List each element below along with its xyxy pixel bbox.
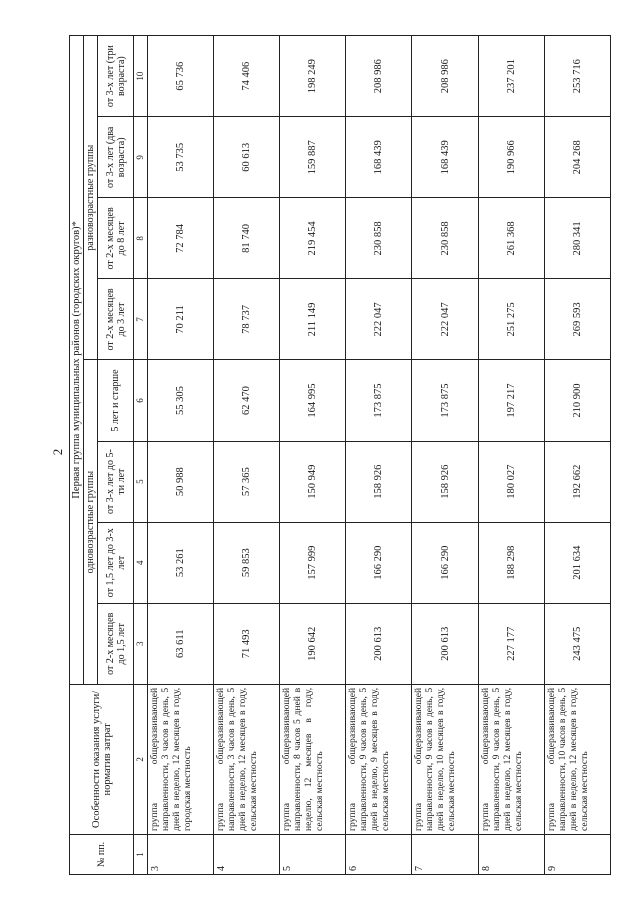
- column-index: 3: [134, 603, 148, 684]
- cost-value: 164 995: [280, 360, 346, 441]
- cost-value: 53 735: [147, 117, 213, 198]
- table-row: [147, 36, 213, 875]
- cost-value: 50 988: [147, 441, 213, 522]
- header-age-col: от 2-х месяцев до 3 лет: [98, 279, 134, 360]
- row-number: 4: [213, 834, 279, 874]
- cost-value: 204 268: [544, 117, 610, 198]
- cost-value: 158 926: [346, 441, 412, 522]
- cost-value: 197 217: [478, 360, 544, 441]
- cost-value: 208 986: [412, 36, 478, 117]
- header-age-col: от 2-х месяцев до 1,5 лет: [98, 603, 134, 684]
- cost-value: 237 201: [478, 36, 544, 117]
- table-row: [544, 36, 610, 875]
- cost-value: 158 926: [412, 441, 478, 522]
- column-index-row: [134, 36, 148, 875]
- column-index: 9: [134, 117, 148, 198]
- table-row: [346, 36, 412, 875]
- header-age-col: от 1,5 лет до 3-х лет: [98, 522, 134, 603]
- cost-value: 71 493: [213, 603, 279, 684]
- cost-norms-table: [69, 35, 611, 875]
- cost-value: 168 439: [346, 117, 412, 198]
- cost-norms-table-wrapper: [69, 35, 611, 875]
- cost-value: 60 613: [213, 117, 279, 198]
- cost-value: 180 027: [478, 441, 544, 522]
- cost-value: 166 290: [346, 522, 412, 603]
- cost-value: 208 986: [346, 36, 412, 117]
- column-index: 10: [134, 36, 148, 117]
- cost-value: 210 900: [544, 360, 610, 441]
- row-description: группа общеразвивающей направленности, 9 часов в день, 5 дней в неделю, 12 месяцев в году, сельская местность: [478, 684, 544, 834]
- cost-value: 253 716: [544, 36, 610, 117]
- cost-value: 251 275: [478, 279, 544, 360]
- header-mixed-age-groups: разновозрастные группы: [84, 36, 98, 361]
- cost-value: 190 966: [478, 117, 544, 198]
- cost-value: 198 249: [280, 36, 346, 117]
- row-number: 7: [412, 834, 478, 874]
- cost-value: 72 784: [147, 198, 213, 279]
- row-description: группа общеразвивающей направленности, 9 часов в день, 5 дней в неделю, 10 месяцев в году, сельская местность: [412, 684, 478, 834]
- column-index: 4: [134, 522, 148, 603]
- column-index: 6: [134, 360, 148, 441]
- row-number: 8: [478, 834, 544, 874]
- column-index: 7: [134, 279, 148, 360]
- cost-value: 57 365: [213, 441, 279, 522]
- table-row: [280, 36, 346, 875]
- header-single-age-groups: одновозрастные группы: [84, 360, 98, 684]
- table-row: [213, 36, 279, 875]
- column-index: 8: [134, 198, 148, 279]
- row-description: группа общеразвивающей направленности, 9 часов в день, 5 дней в неделю, 9 месяцев в году, сельская местность: [346, 684, 412, 834]
- cost-value: 168 439: [412, 117, 478, 198]
- row-description: группа общеразвивающей направленности, 3 часов в день, 5 дней в неделю, 12 месяцев в году, сельская местность: [213, 684, 279, 834]
- cost-value: 200 613: [346, 603, 412, 684]
- row-number: 6: [346, 834, 412, 874]
- header-service-features: Особенности оказания услуги/норматив затрат: [70, 684, 134, 834]
- cost-value: 65 736: [147, 36, 213, 117]
- cost-value: 222 047: [346, 279, 412, 360]
- page-number: 2: [50, 448, 65, 456]
- cost-value: 227 177: [478, 603, 544, 684]
- header-age-col: от 3-х лет (три возраста): [98, 36, 134, 117]
- cost-value: 230 858: [346, 198, 412, 279]
- cost-value: 211 149: [280, 279, 346, 360]
- column-index: 1: [134, 834, 148, 874]
- row-number: 3: [147, 834, 213, 874]
- row-description: группа общеразвивающей направленности, 10 часов в день, 5 дней в неделю, 12 месяцев в году, сельская местность: [544, 684, 610, 834]
- cost-value: 159 887: [280, 117, 346, 198]
- cost-value: 192 662: [544, 441, 610, 522]
- cost-value: 63 611: [147, 603, 213, 684]
- cost-value: 55 305: [147, 360, 213, 441]
- cost-value: 188 298: [478, 522, 544, 603]
- row-number: 9: [544, 834, 610, 874]
- cost-value: 200 613: [412, 603, 478, 684]
- header-first-group: Первая группа муниципальных районов (городских округов)*: [70, 36, 84, 685]
- row-number: 5: [280, 834, 346, 874]
- cost-value: 150 949: [280, 441, 346, 522]
- cost-value: 269 593: [544, 279, 610, 360]
- cost-value: 70 211: [147, 279, 213, 360]
- cost-value: 190 642: [280, 603, 346, 684]
- cost-value: 243 475: [544, 603, 610, 684]
- header-age-col: от 3-х лет (два возраста): [98, 117, 134, 198]
- column-index: 2: [134, 684, 148, 834]
- cost-value: 59 853: [213, 522, 279, 603]
- cost-value: 157 999: [280, 522, 346, 603]
- table-row: [412, 36, 478, 875]
- cost-value: 78 737: [213, 279, 279, 360]
- row-description: группа общеразвивающей направленности, 3 часов в день, 5 дней в неделю, 12 месяцев в году, городская местность: [147, 684, 213, 834]
- cost-value: 230 858: [412, 198, 478, 279]
- header-age-col: от 3-х лет до 5-ти лет: [98, 441, 134, 522]
- column-index: 5: [134, 441, 148, 522]
- table-row: [478, 36, 544, 875]
- header-row-number: № пп.: [70, 834, 134, 874]
- header-age-col: от 2-х месяцев до 8 лет: [98, 198, 134, 279]
- cost-value: 166 290: [412, 522, 478, 603]
- cost-value: 62 470: [213, 360, 279, 441]
- cost-value: 222 047: [412, 279, 478, 360]
- cost-value: 201 634: [544, 522, 610, 603]
- cost-value: 261 368: [478, 198, 544, 279]
- cost-value: 173 875: [346, 360, 412, 441]
- header-age-col: 5 лет и старше: [98, 360, 134, 441]
- row-description: группа общеразвивающей направленности, 8 часов 5 дней в неделю, 12 месяцев в году, сельская местность: [280, 684, 346, 834]
- cost-value: 173 875: [412, 360, 478, 441]
- cost-value: 219 454: [280, 198, 346, 279]
- cost-value: 74 406: [213, 36, 279, 117]
- cost-value: 280 341: [544, 198, 610, 279]
- cost-value: 53 261: [147, 522, 213, 603]
- cost-value: 81 740: [213, 198, 279, 279]
